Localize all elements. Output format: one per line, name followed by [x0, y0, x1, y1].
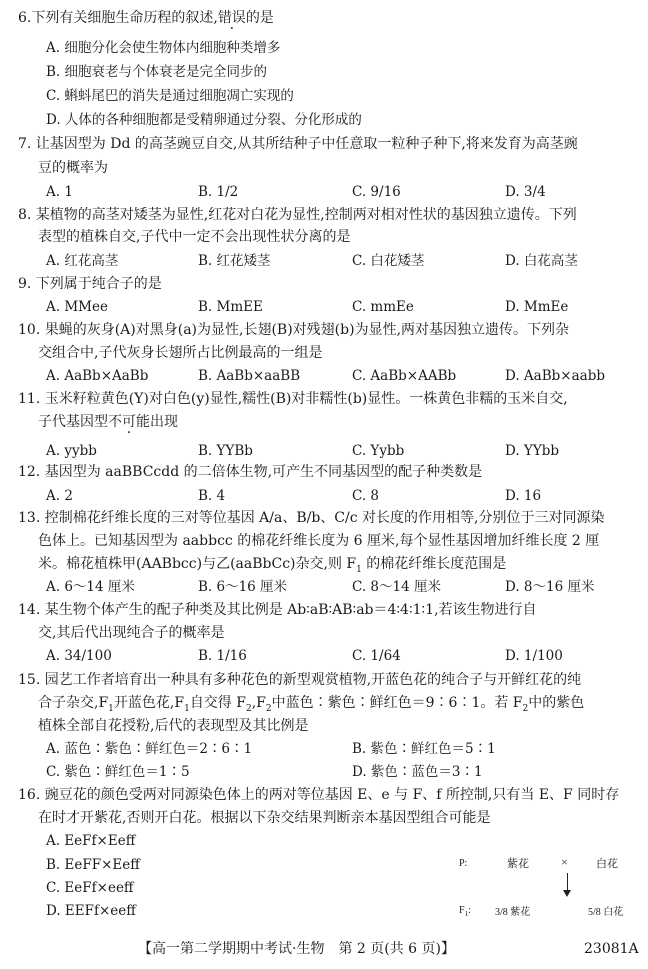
q10-option-d: D. AaBb×aabb [505, 368, 605, 384]
q15-stem-line3: 植株全部自花授粉,后代的表现型及其比例是 [38, 718, 309, 734]
q14-stem-line1: 14. 某生物个体产生的配子种类及其比例是 Ab∶aB∶AB∶ab＝4∶4∶1∶1,若该生物进行自 [18, 602, 537, 618]
q13-stem-line3: 米。棉花植株甲(AABbcc)与乙(aaBbCc)杂交,则 $F_1$ 的棉花纤维长度范围是 [38, 556, 507, 575]
cross-arrow-icon [567, 873, 568, 895]
cross-f1-purple: 3/8 紫花 [495, 907, 531, 918]
cross-p-white: 白花 [596, 858, 618, 870]
q16-option-a: A. EeFf×Eeff [46, 833, 136, 849]
q6-option-a: A. 细胞分化会使生物体内细胞种类增多 [46, 40, 281, 56]
q13-option-c: C. 8～14 厘米 [352, 579, 441, 595]
q15-stem-line1: 15. 园艺工作者培育出一种具有多种花色的新型观赏植物,开蓝色花的纯合子与开鲜红花的纯 [18, 672, 582, 688]
q6-option-d: D. 人体的各种细胞都是受精卵通过分裂、分化形成的 [46, 112, 362, 128]
q11-option-a: A. yybb [46, 443, 97, 459]
q16-option-b: B. EeFF×Eeff [46, 857, 140, 873]
q10-stem-line2: 交组合中,子代灰身长翅所占比例最高的一组是 [38, 345, 323, 361]
q7-option-c: C. 9/16 [352, 184, 401, 200]
q6-option-b: B. 细胞衰老与个体衰老是完全同步的 [46, 64, 268, 80]
q13-option-a: A. 6～14 厘米 [46, 579, 135, 595]
q14-stem-line2: 交,其后代出现纯合子的概率是 [38, 625, 225, 641]
cross-p-label: P: [459, 858, 468, 869]
q16-option-d: D. EEFf×eeff [46, 903, 136, 919]
cross-f1-label: $F_1$: [459, 905, 471, 918]
exam-code: 23081A [584, 941, 639, 957]
q10-option-c: C. AaBb×AABb [352, 368, 457, 384]
q8-stem-line2: 表型的植株自交,子代中一定不会出现性状分离的是 [38, 229, 351, 245]
q13-option-d: D. 8～16 厘米 [505, 579, 595, 595]
cross-p-purple: 紫花 [507, 858, 529, 870]
cross-symbol: × [561, 855, 568, 869]
q6-option-c: C. 蝌蚪尾巴的消失是通过细胞凋亡实现的 [46, 88, 294, 104]
q11-option-c: C. Yybb [352, 443, 405, 459]
q12-option-b: B. 4 [198, 488, 226, 504]
q14-option-b: B. 1/16 [198, 648, 247, 664]
q7-stem-line2: 豆的概率为 [38, 160, 108, 176]
q8-option-b: B. 红花矮茎 [198, 253, 271, 269]
q12-option-d: D. 16 [505, 488, 542, 504]
q11-emphasis: 不可能 [108, 414, 150, 430]
q15-option-c: C. 紫色∶鲜红色＝1∶5 [46, 764, 190, 780]
q12-stem: 12. 基因型为 aaBBCcdd 的二倍体生物,可产生不同基因型的配子种类数是 [18, 464, 483, 480]
q10-stem-line1: 10. 果蝇的灰身(A)对黑身(a)为显性,长翅(B)对残翅(b)为显性,两对基因独立遗传。下列杂 [18, 322, 570, 338]
q9-option-a: A. MMee [46, 299, 108, 315]
q8-option-a: A. 红花高茎 [46, 253, 119, 269]
q6-stem: 6.下列有关细胞生命历程的叙述,错误的是 [18, 10, 274, 26]
q11-stem-line1: 11. 玉米籽粒黄色(Y)对白色(y)显性,糯性(B)对非糯性(b)显性。一株黄色非糯的玉米自交, [18, 391, 568, 407]
page-footer: 【高一第二学期期中考试·生物 第 2 页(共 6 页)】 [138, 941, 455, 957]
q8-option-d: D. 白花高茎 [505, 253, 578, 269]
q15-option-b: B. 紫色∶鲜红色＝5∶1 [352, 741, 496, 757]
q12-option-c: C. 8 [352, 488, 380, 504]
q11-option-d: D. YYbb [505, 443, 560, 459]
q15-option-d: D. 紫色∶蓝色＝3∶1 [352, 764, 483, 780]
q13-option-b: B. 6～16 厘米 [198, 579, 288, 595]
q7-option-b: B. 1/2 [198, 184, 239, 200]
q16-stem-line2: 在时才开紫花,否则开白花。根据以下杂交结果判断亲本基因型组合可能是 [38, 810, 491, 826]
q16-stem-line1: 16. 豌豆花的颜色受两对同源染色体上的两对等位基因 E、e 与 F、f 所控制,只有当 E、F 同时存 [18, 787, 620, 803]
q14-option-c: C. 1/64 [352, 648, 401, 664]
q12-option-a: A. 2 [46, 488, 73, 504]
q9-stem: 9. 下列属于纯合子的是 [18, 276, 162, 292]
q14-option-a: A. 34/100 [46, 648, 112, 664]
q7-option-d: D. 3/4 [505, 184, 546, 200]
q11-option-b: B. YYBb [198, 443, 253, 459]
q10-option-a: A. AaBb×AaBb [46, 368, 149, 384]
q7-option-a: A. 1 [46, 184, 73, 200]
q9-option-d: D. MmEe [505, 299, 569, 315]
q11-stem-line2: 子代基因型不可能出现 [38, 414, 178, 430]
q10-option-b: B. AaBb×aaBB [198, 368, 301, 384]
cross-f1-white: 5/8 白花 [588, 907, 624, 918]
q16-option-c: C. EeFf×eeff [46, 880, 134, 896]
q13-stem-line2: 色体上。已知基因型为 aabbcc 的棉花纤维长度为 6 厘米,每个显性基因增加纤维长度 2 厘 [38, 533, 600, 549]
q14-option-d: D. 1/100 [505, 648, 563, 664]
q9-option-c: C. mmEe [352, 299, 414, 315]
q9-option-b: B. MmEE [198, 299, 263, 315]
q15-option-a: A. 蓝色∶紫色∶鲜红色＝2∶6∶1 [46, 741, 253, 757]
q8-option-c: C. 白花矮茎 [352, 253, 425, 269]
q8-stem-line1: 8. 某植物的高茎对矮茎为显性,红花对白花为显性,控制两对相对性状的基因独立遗传。下列 [18, 207, 577, 223]
q6-emphasis: 错误 [217, 10, 246, 26]
q7-stem-line1: 7. 让基因型为 Dd 的高茎豌豆自交,从其所结种子中任意取一粒种子种下,将来发育为高茎豌 [18, 136, 578, 152]
q13-stem-line1: 13. 控制棉花纤维长度的三对等位基因 A/a、B/b、C/c 对长度的作用相等,分别位于三对同源染 [18, 510, 605, 526]
q15-stem-line2: 合子杂交$,F_1$开蓝色花$,F_1$自交得 $F_2,F_2$中蓝色∶紫色∶鲜红色＝9∶6∶1。若 $F_2$中的紫色 [38, 695, 585, 714]
